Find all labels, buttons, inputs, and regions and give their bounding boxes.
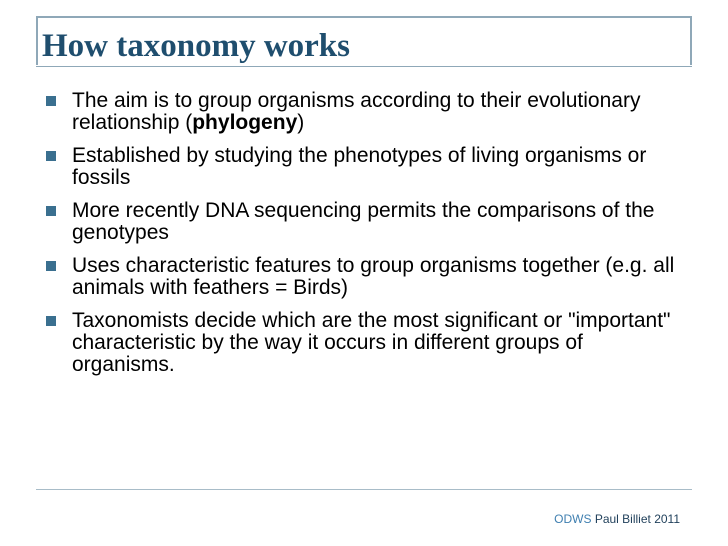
- bullet-text: Taxonomists decide which are the most significant or "important" characteristic by the way it occurs in different groups of organisms.: [72, 309, 671, 376]
- title-divider: [36, 66, 692, 67]
- slide-title: How taxonomy works: [42, 28, 351, 64]
- square-bullet-icon: [46, 96, 56, 106]
- bullet-item-dna-sequencing: [44, 200, 684, 244]
- footer-brand: ODWS: [554, 512, 592, 526]
- square-bullet-icon: [46, 261, 56, 271]
- bullet-text: The aim is to group organisms according to their evolutionary relationship (: [72, 89, 641, 134]
- slide-frame-top-line: [36, 16, 692, 18]
- square-bullet-icon: [46, 151, 56, 161]
- bullet-list: [44, 90, 684, 387]
- bullet-item-aim: [44, 90, 684, 134]
- bullet-text: More recently DNA sequencing permits the comparisons of the genotypes: [72, 199, 655, 244]
- square-bullet-icon: [46, 206, 56, 216]
- bullet-text-end: ): [297, 111, 305, 134]
- bullet-item-characteristic-features: [44, 255, 684, 299]
- square-bullet-icon: [46, 316, 56, 326]
- bullet-bold-term: phylogeny: [192, 111, 298, 134]
- slide-frame-left-line: [36, 16, 38, 65]
- bullet-text: Uses characteristic features to group organisms together (e.g. all animals with feathers = Birds): [72, 254, 675, 299]
- bullet-text: Established by studying the phenotypes of living organisms or fossils: [72, 144, 647, 189]
- footer-divider: [36, 489, 692, 490]
- footer-author: Paul Billiet 2011: [594, 512, 680, 526]
- slide-frame-right-line: [690, 16, 692, 65]
- bullet-item-phenotypes: [44, 145, 684, 189]
- slide-footer: [554, 512, 680, 526]
- bullet-item-taxonomists: [44, 310, 684, 376]
